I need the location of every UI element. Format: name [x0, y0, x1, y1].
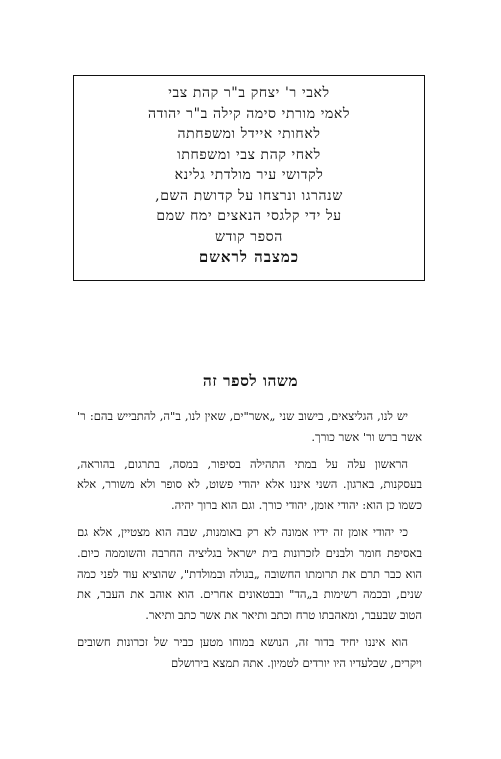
dedication-closing: כמצבה לראשם — [198, 248, 300, 266]
paragraph: הראשון עלה על במתי התהילה בסיפור, במסה, בתרגום, בהוראה, בעסקנות, בארגון. השני איננו אלא יהודי פשוט, לא סופר ולא משורר, אלא כשמו כן הוא: יהודי אומן, יהודי כורך. וגם הוא ברוך יהיה. — [77, 456, 422, 513]
dedication-line: לאחותי איידל ומשפחתה — [177, 126, 321, 142]
foreword-title: משהו לספר זה — [202, 371, 299, 390]
paragraph: כי יהודי אומן זה ידיו אמונה לא רק באומנות, שבה הוא מצטיין, אלא גם באסיפת חומר ולבנים לזכרונות בית ישראל בגליציה החרבה והשוממה כיום. הוא כבר תרם את תרומתו החשובה „בגולה ובמולדת", שהוציא עוד לפני כמה שנים, ובכמה רשימות ב„הד" ובבטאונים אחרים. הוא אוהב את העבר, את הטוב שבעבר, ומאהבתו טרח וכתב ותיאר את אשר כתב ותיאר. — [77, 524, 422, 623]
dedication-line: הספר קודש — [215, 228, 283, 245]
dedication-text — [80, 83, 418, 273]
dedication-line: לאבי ר' יצחק ב"ר קהת צבי — [168, 85, 330, 101]
dedication-line: לקדושי עיר מולדתי גלינא — [174, 167, 324, 183]
paragraph: הוא איננו יחיד בדור זה, הנושא במוחו מטען כביר של זכרונות חשובים ויקרים, שבלעדיו היו יורדים לטמיון. אתה תמצא בירושלם — [77, 634, 422, 670]
dedication-line: שנהרגו ונרצחו על קדושת השם, — [155, 187, 343, 204]
paragraph: יש לנו, הגליצאים, בישוב שני „אשר"ים, שאין לנו, ב"ה, להתבייש בהם: ר' אשר ברש ור' אשר כורך. — [77, 409, 422, 444]
dedication-line: לאחי קהת צבי ומשפחתו — [177, 146, 321, 163]
dedication-line: על ידי קלגסי הנאצים ימח שמם — [156, 208, 342, 224]
foreword-body — [77, 406, 422, 680]
dedication-line: לאמי מורתי סימה קילה ב"ר יהודה — [147, 105, 351, 122]
dedication-box — [73, 75, 425, 281]
